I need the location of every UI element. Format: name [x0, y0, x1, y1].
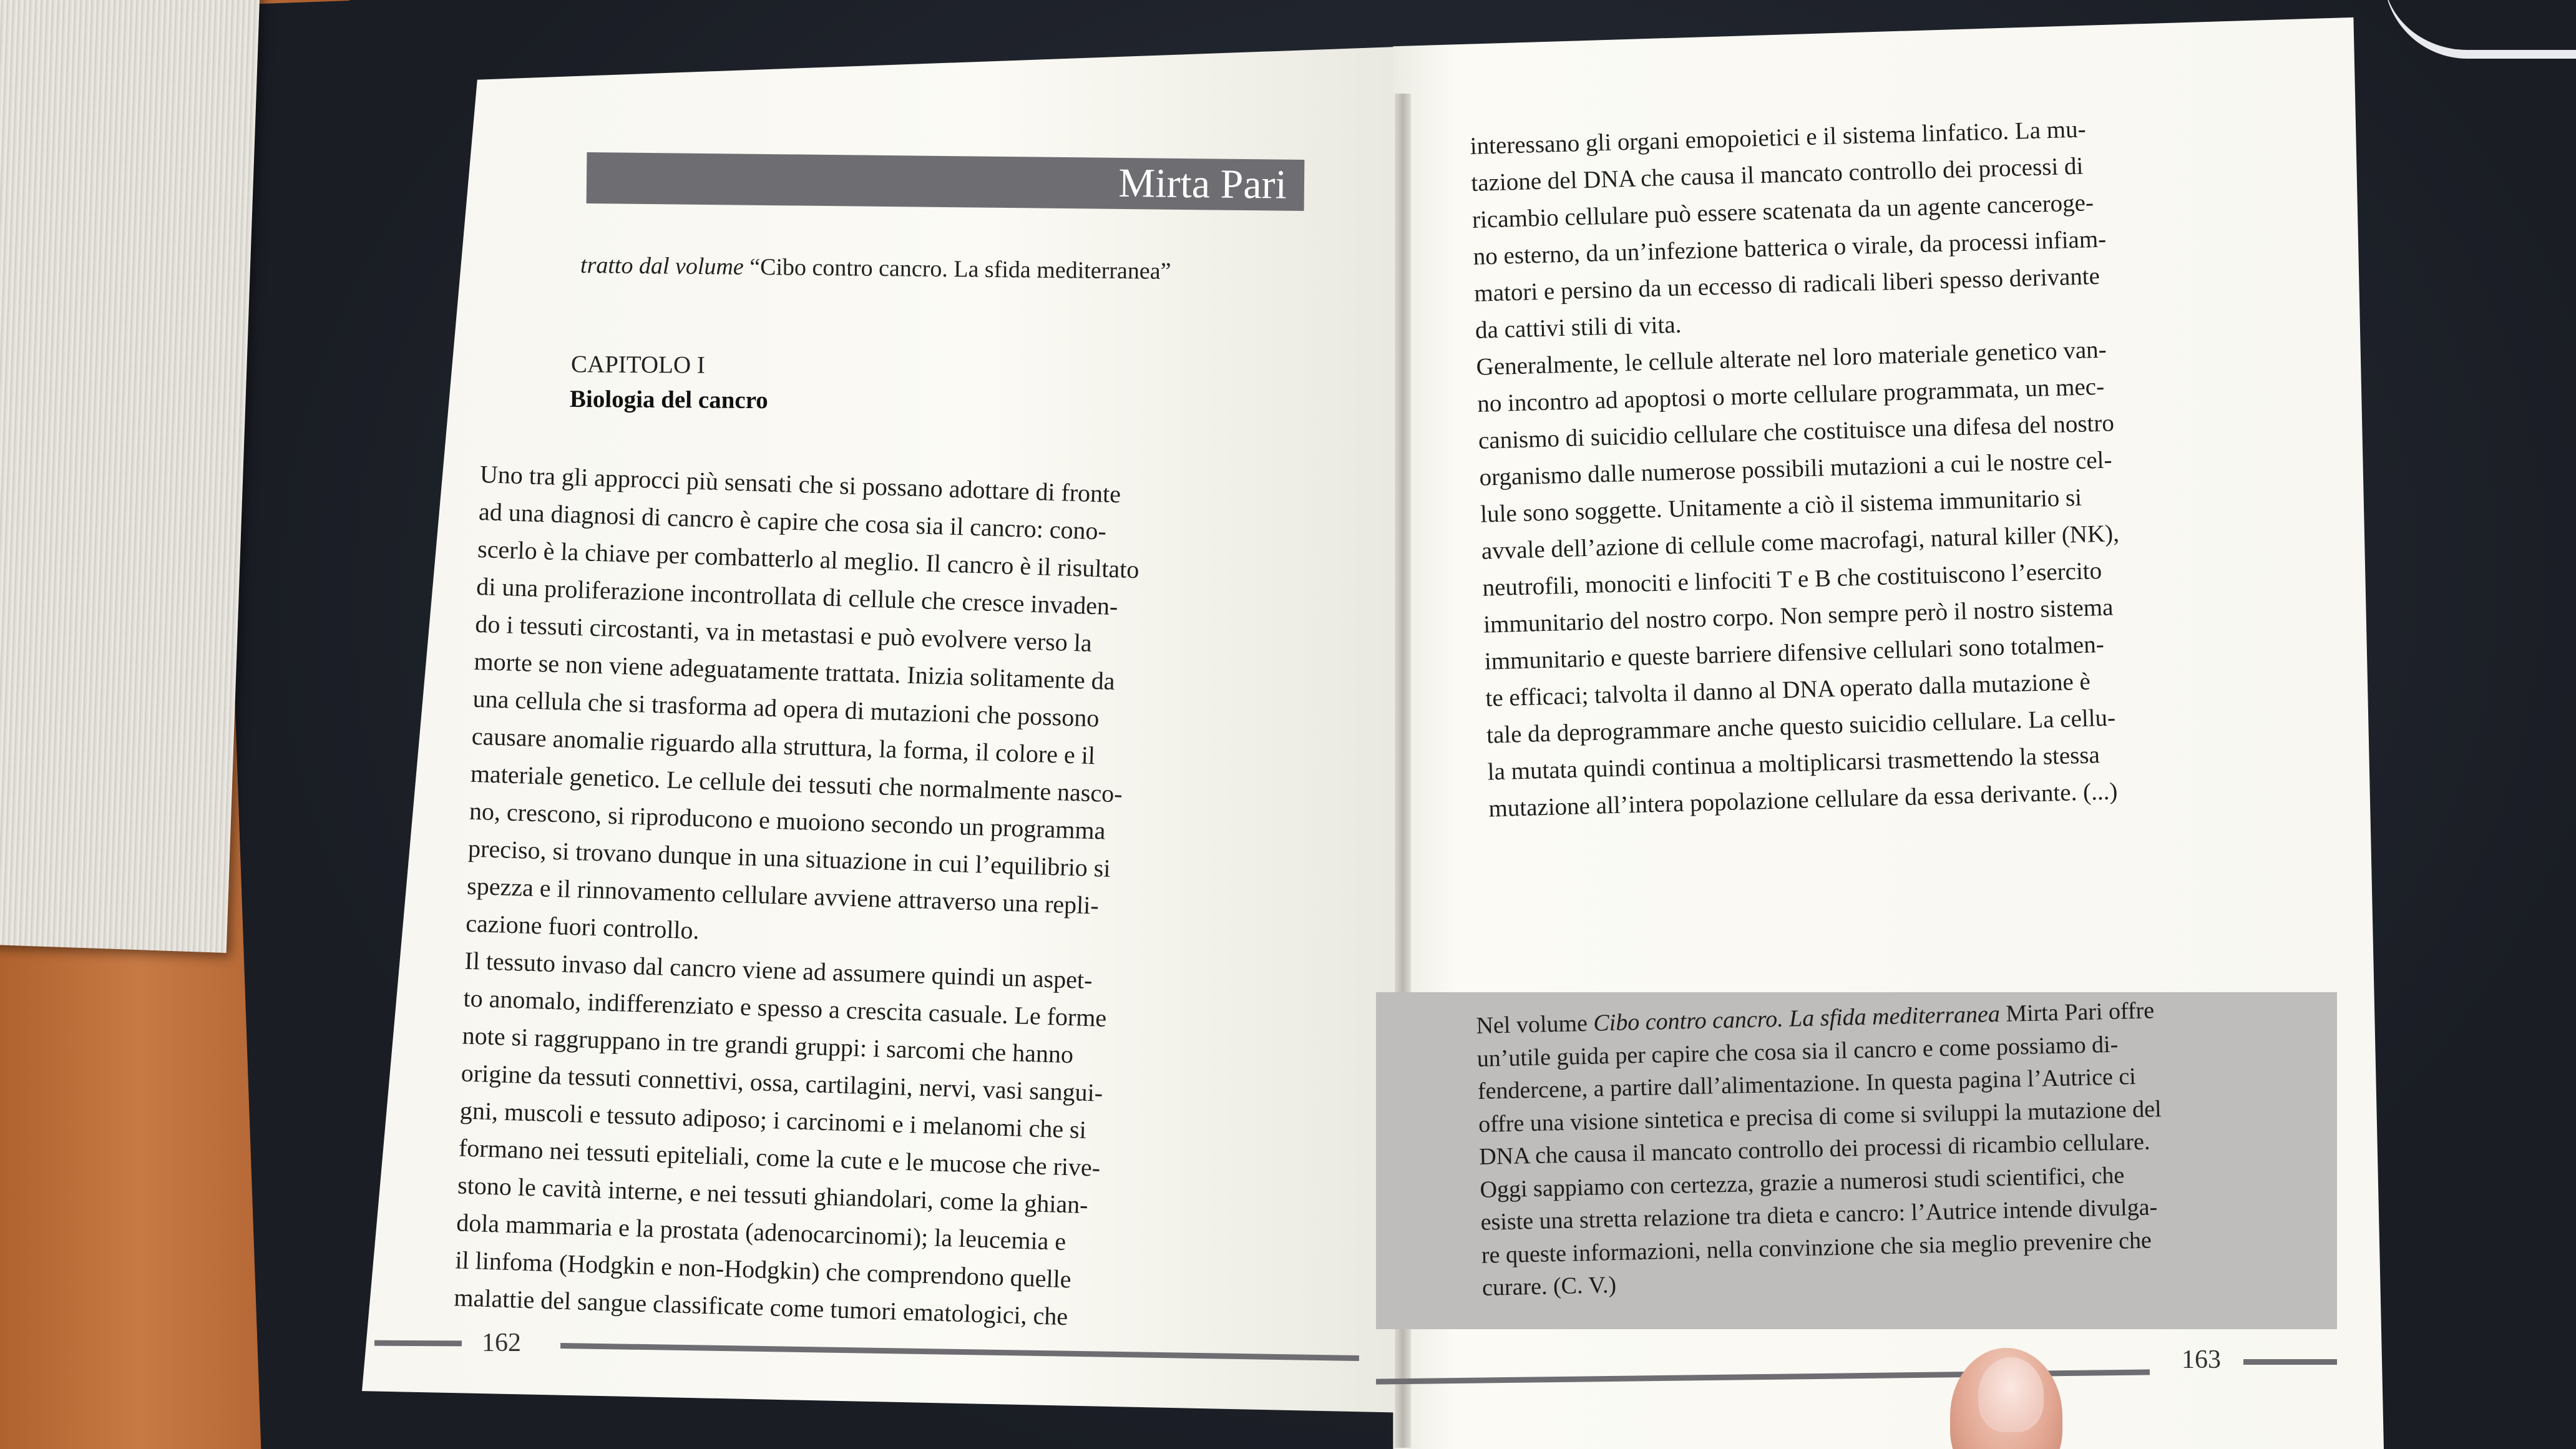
body-line: causare anomalie riguardo alla struttura, la forma, il colore e il	[471, 721, 1096, 770]
body-line: ricambio cellulare può essere scatenata da un agente canceroge-	[1471, 189, 2094, 233]
body-line: Uno tra gli approcci più sensati che si possano adottare di fronte	[479, 459, 1121, 509]
body-line: no esterno, da un’infezione batterica o virale, da processi infiam-	[1473, 225, 2107, 270]
body-line: una cellula che si trasforma ad opera di mutazioni che possono	[472, 684, 1100, 733]
subtitle-book-title: “Cibo contro cancro. La sfida mediterranea”	[749, 253, 1171, 285]
body-line: immunitario e queste barriere difensive cellulari sono totalmen-	[1484, 630, 2105, 675]
body-line: preciso, si trovano dunque in una situazione in cui l’equilibrio si	[467, 834, 1111, 883]
body-line: note si raggruppano in tre grandi gruppi: i sarcomi che hanno	[462, 1021, 1074, 1069]
body-line: canismo di suicidio cellulare che costituisce una difesa del nostro	[1478, 409, 2115, 454]
note-line: esiste una stretta relazione tra dieta e cancro: l’Autrice intende divulga-	[1480, 1194, 2158, 1236]
chapter-title: Biologia del cancro	[569, 385, 768, 414]
body-line: formano nei tessuti epiteliali, come la cute e le mucose che rive-	[458, 1133, 1101, 1182]
body-line: Il tessuto invaso dal cancro viene ad assumere quindi un aspet-	[464, 946, 1093, 995]
author-band	[587, 152, 1305, 211]
editor-note-lines	[1476, 1027, 2165, 1305]
body-line: la mutata quindi continua a moltiplicarsi trasmettendo la stessa	[1487, 741, 2100, 786]
body-line: lule sono soggette. Unitamente a ciò il sistema immunitario si	[1480, 484, 2082, 528]
body-line: spezza e il rinnovamento cellulare avviene attraverso una repli-	[466, 871, 1100, 920]
editor-note-text	[1476, 994, 2165, 1304]
body-line: origine da tessuti connettivi, ossa, cartilagini, nervi, vasi sangui-	[461, 1058, 1103, 1107]
body-line: interessano gli organi emopoietici e il sistema linfatico. La mu-	[1470, 115, 2087, 160]
body-line: cazione fuori controllo.	[465, 909, 700, 945]
note-line: DNA che causa il mancato controllo dei processi di ricambio cellulare.	[1478, 1128, 2150, 1170]
body-line: avvale dell’azione di cellule come macrofagi, natural killer (NK),	[1481, 520, 2120, 565]
note-book-title: Cibo contro cancro. La sfida mediterranea	[1593, 1000, 2001, 1037]
subtitle-prefix: tratto dal volume	[580, 252, 744, 280]
left-footer-rule-short	[374, 1340, 462, 1347]
author-name: Mirta Pari	[1118, 160, 1287, 208]
body-line: dola mammaria e la prostata (adenocarcinomi); la leucemia e	[456, 1208, 1066, 1256]
body-line: stono le cavità interne, e nei tessuti ghiandolari, come la ghian-	[457, 1171, 1089, 1219]
body-line: morte se non viene adeguatamente trattata. Inizia solitamente da	[473, 646, 1116, 696]
body-line: scerlo è la chiave per combatterlo al meglio. Il cancro è il risultato	[477, 534, 1140, 584]
body-line: ad una diagnosi di cancro è capire che cosa sia il cancro: cono-	[478, 497, 1107, 545]
chapter-number: CAPITOLO I	[570, 351, 706, 379]
body-line: gni, muscoli e tessuto adiposo; i carcinomi e i melanomi che si	[459, 1096, 1087, 1144]
body-line: do i tessuti circostanti, va in metastasi e può evolvere verso la	[474, 609, 1093, 657]
fingernail	[1978, 1357, 2044, 1432]
right-body-text	[1470, 110, 2127, 827]
page-number-left: 162	[482, 1329, 521, 1357]
body-line: da cattivi stili di vita.	[1475, 311, 1682, 344]
note-line: un’utile guida per capire che cosa sia il cancro e come possiamo di-	[1476, 1031, 2119, 1072]
note-line: curare. (C. V.)	[1481, 1272, 1617, 1301]
note-line: Oggi sappiamo con certezza, grazie a numerosi studi scientifici, che	[1480, 1161, 2125, 1203]
body-line: materiale genetico. Le cellule dei tessuti che normalmente nasco-	[470, 759, 1123, 808]
body-line: di una proliferazione incontrollata di cellule che cresce invaden-	[476, 572, 1119, 621]
body-line: organismo dalle numerose possibili mutazioni a cui le nostre cel-	[1479, 446, 2112, 491]
left-body-text	[454, 456, 1142, 1337]
body-line: tazione del DNA che causa il mancato controllo dei processi di	[1470, 152, 2084, 197]
note-lead: Nel volume	[1476, 1010, 1588, 1039]
body-line: no, crescono, si riproducono e muoiono secondo un programma	[469, 796, 1106, 845]
body-line: mutazione all’intera popolazione cellulare da essa derivante. (...)	[1488, 778, 2118, 822]
body-line: tale da deprogrammare anche questo suicidio cellulare. La cellu-	[1486, 704, 2116, 749]
body-line: matori e persino da un eccesso di radicali liberi spesso derivante	[1473, 262, 2100, 307]
body-line: malattie del sangue classificate come tumori ematologici, che	[453, 1283, 1068, 1331]
paper-stack	[0, 0, 260, 953]
right-footer-rule-short	[2243, 1359, 2337, 1365]
body-line: immunitario del nostro corpo. Non sempre però il nostro sistema	[1483, 593, 2114, 638]
body-line: Generalmente, le cellule alterate nel loro materiale genetico van-	[1476, 336, 2107, 381]
body-line: to anomalo, indifferenziato e spesso a crescita casuale. Le forme	[462, 983, 1107, 1032]
note-lead-rest: Mirta Pari offre	[2005, 997, 2155, 1027]
body-line: te efficaci; talvolta il danno al DNA operato dalla mutazione è	[1485, 668, 2091, 712]
page-number-right: 163	[2182, 1345, 2221, 1374]
note-line: fendercene, a partire dall’alimentazione. In questa pagina l’Autrice ci	[1477, 1063, 2137, 1105]
note-line: offre una visione sintetica e precisa di come si sviluppi la mutazione del	[1478, 1095, 2162, 1138]
note-line: re queste informazioni, nella convinzione che sia meglio prevenire che	[1481, 1227, 2152, 1269]
body-line: no incontro ad apoptosi o morte cellulare programmata, un mec-	[1476, 373, 2105, 417]
body-line: neutrofili, monociti e linfociti T e B che costituiscono l’esercito	[1481, 557, 2102, 602]
body-line: il linfoma (Hodgkin e non-Hodgkin) che comprendono quelle	[454, 1246, 1072, 1294]
